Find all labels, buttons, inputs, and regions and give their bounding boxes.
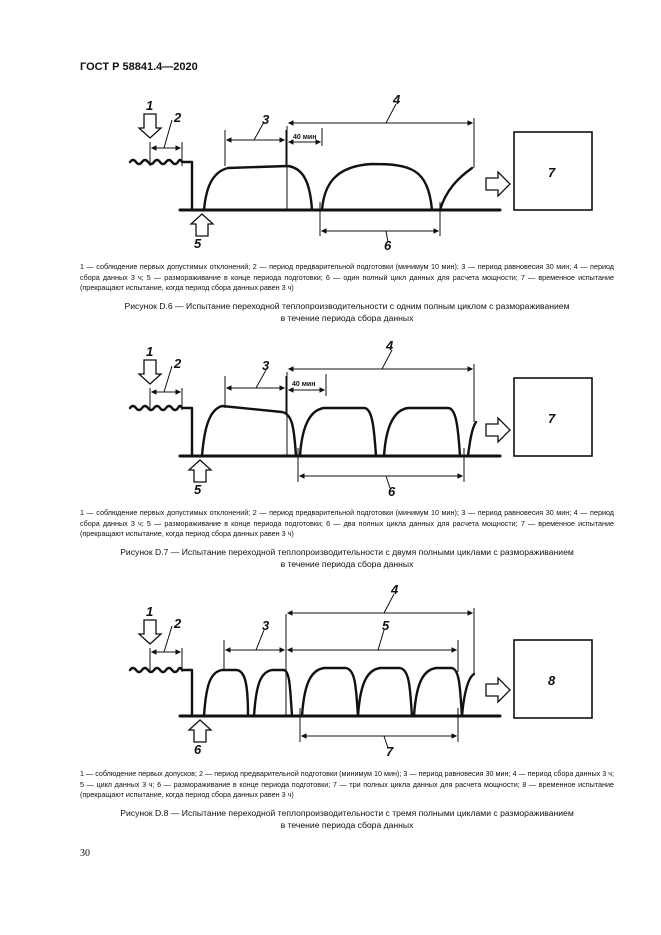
caption-line-1: Рисунок D.7 — Испытание переходной теплопроизводительности с двумя полными циклами с размораживанием bbox=[120, 547, 574, 557]
figure-d6-legend: 1 — соблюдение первых допустимых отклонений; 2 — период предварительной подготовки (минимум 10 мин); 3 — период равновесия 30 мин; 4 — период сбора данных 3 ч; 5 — размораживание в конце периода подготовки; 6 — один полный цикл данных для расчета мощности; 7 — временное испытание (прекращают испытание, когда период сбора данных равен 3 ч) bbox=[80, 262, 614, 292]
label-1: 1 bbox=[146, 604, 154, 619]
tolerance-wave bbox=[130, 668, 192, 716]
label-2: 2 bbox=[174, 616, 182, 631]
label-4: 4 bbox=[391, 582, 399, 597]
label-3: 3 bbox=[262, 358, 270, 373]
label-4: 4 bbox=[386, 338, 394, 353]
equilibrium-curve-1 bbox=[204, 670, 248, 716]
caption-line-2: в течение периода сбора данных bbox=[280, 820, 414, 830]
label-2: 2 bbox=[174, 356, 182, 371]
caption-line-1: Рисунок D.6 — Испытание переходной теплопроизводительности с одним полным циклом с размораживанием bbox=[124, 301, 570, 311]
defrost-cycle-2-partial bbox=[440, 168, 472, 210]
defrost-cycle-1 bbox=[302, 668, 358, 716]
box-label: 7 bbox=[548, 165, 556, 180]
label-1: 1 bbox=[146, 344, 154, 359]
label-1: 1 bbox=[146, 98, 154, 113]
result-arrow bbox=[486, 172, 510, 196]
figure-d8-legend: 1 — соблюдение первых допусков; 2 — период предварительной подготовки (минимум 10 мин); 3 — период равновесия 30 мин; 4 — период сбора данных 3 ч; 5 — цикл данных 3 ч; 6 — размораживание в конце периода подготовки; 7 — три полных цикла данных для расчета мощности; 8 — временное испытание (прекращают испытание, когда период сбора данных равен 3 ч) bbox=[80, 769, 614, 799]
label-4: 4 bbox=[393, 92, 401, 107]
marker-1-arrow bbox=[139, 114, 161, 138]
label-6: 6 bbox=[194, 742, 202, 757]
defrost-cycle-2 bbox=[384, 408, 460, 456]
tolerance-wave bbox=[130, 406, 192, 456]
label-5: 5 bbox=[194, 482, 202, 497]
label-2: 2 bbox=[174, 110, 182, 125]
label-5: 5 bbox=[382, 618, 390, 633]
label-40min: 40 мин bbox=[292, 381, 316, 388]
caption-line-2: в течение периода сбора данных bbox=[280, 313, 414, 323]
box-label: 8 bbox=[548, 673, 556, 688]
label-40min: 40 мин bbox=[293, 134, 317, 141]
label-5: 5 bbox=[194, 236, 202, 251]
caption-line-1: Рисунок D.8 — Испытание переходной теплопроизводительности с тремя полными циклами с размораживанием bbox=[120, 808, 574, 818]
box-label: 7 bbox=[548, 411, 556, 426]
caption-line-2: в течение периода сбора данных bbox=[280, 559, 414, 569]
equilibrium-curve bbox=[204, 166, 312, 210]
label-6: 6 bbox=[384, 238, 392, 253]
defrost-cycle-3-partial bbox=[468, 422, 476, 456]
label-3: 3 bbox=[262, 112, 270, 127]
label-3: 3 bbox=[262, 618, 270, 633]
figure-d6-diagram bbox=[0, 90, 661, 290]
defrost-cycle-1 bbox=[300, 408, 376, 456]
defrost-cycle-4-partial bbox=[462, 674, 474, 716]
figure-d7-legend: 1 — соблюдение первых допустимых отклонений; 2 — период предварительной подготовки (минимум 10 мин); 3 — период равновесия 30 мин; 4 — период сбора данных 3 ч; 5 — размораживание в конце периода подготовки; 6 — два полных цикла данных для расчета мощности; 7 — временное испытание (прекращают испытание, когда период сбора данных равен 3 ч) bbox=[80, 508, 614, 538]
figure-d8-diagram bbox=[0, 578, 661, 778]
equilibrium-curve bbox=[202, 406, 296, 456]
defrost-cycle-3 bbox=[414, 668, 462, 716]
figure-d6-caption bbox=[80, 300, 614, 324]
figure-d8-caption bbox=[80, 807, 614, 831]
figure-d7-diagram bbox=[0, 336, 661, 536]
tolerance-wave bbox=[130, 160, 192, 210]
defrost-cycle-1 bbox=[322, 164, 432, 210]
defrost-cycle-2 bbox=[358, 668, 412, 716]
label-6: 6 bbox=[388, 484, 396, 499]
marker-5-arrow bbox=[191, 214, 213, 236]
label-7: 7 bbox=[386, 744, 394, 759]
page-number: 30 bbox=[80, 848, 90, 859]
document-header: ГОСТ Р 58841.4—2020 bbox=[80, 61, 198, 73]
figure-d7-caption bbox=[80, 546, 614, 570]
